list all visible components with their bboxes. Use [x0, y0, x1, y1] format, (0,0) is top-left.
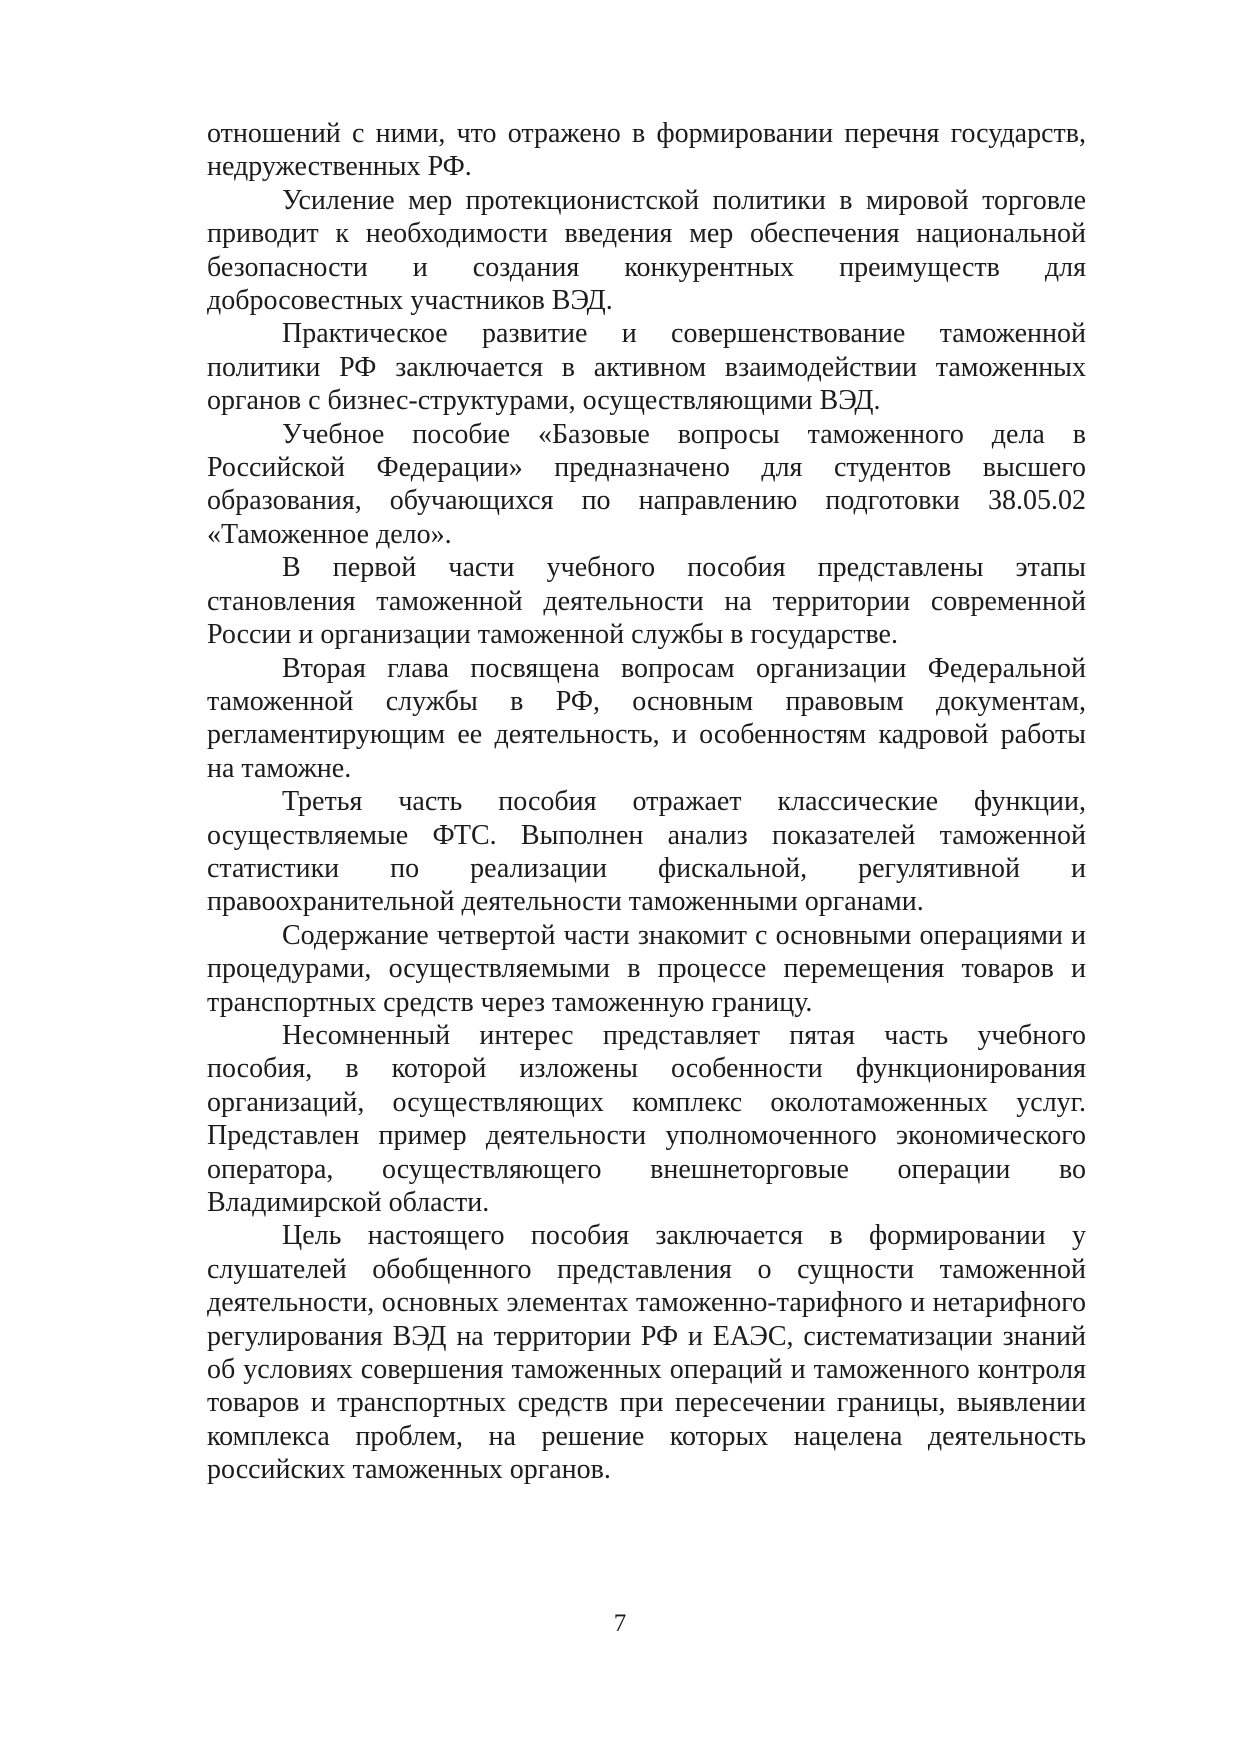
paragraph-continuation: отношений с ними, что отражено в формировании перечня государств, недружественных РФ. [207, 118, 1086, 183]
paragraph-customs-policy: Практическое развитие и совершенствование таможенной политики РФ заключается в активном взаимодействии таможенных органов с бизнес-структурами, осуществляющими ВЭД. [207, 318, 1086, 417]
paragraph-protectionism: Усиление мер протекционистской политики в мировой торговле приводит к необходимости введения мер обеспечения национальной безопасности и создания конкурентных преимуществ для добросовестных участников ВЭД. [207, 184, 1086, 317]
paragraph-chapter-two: Вторая глава посвящена вопросам организации Федеральной таможенной службы в РФ, основным правовым документам, регламентирующим ее деятельность, и особенностям кадровой работы на таможне. [207, 652, 1086, 784]
paragraph-goal: Цель настоящего пособия заключается в формировании у слушателей обобщенного представления о сущности таможенной деятельности, основных элементах таможенно-тарифного и нетарифного регулирования ВЭД на территории РФ и ЕАЭС, систематизации знаний об условиях совершения таможенных операций и таможенного контроля товаров и транспортных средств при пересечении границы, выявлении комплекса проблем, на решение которых нацелена деятельность российских таможенных органов. [207, 1220, 1086, 1486]
paragraph-part-one: В первой части учебного пособия представлены этапы становления таможенной деятельности на территории современной России и организации таможенной службы в государстве. [207, 552, 1086, 651]
text-body [207, 117, 1086, 1487]
paragraph-part-three: Третья часть пособия отражает классические функции, осуществляемые ФТС. Выполнен анализ показателей таможенной статистики по реализации фискальной, регулятивной и правоохранительной деятельности таможенными органами. [207, 786, 1086, 918]
paragraph-part-four: Содержание четвертой части знакомит с основными операциями и процедурами, осуществляемыми в процессе перемещения товаров и транспортных средств через таможенную границу. [207, 919, 1086, 1018]
page-number: 7 [613, 1610, 627, 1637]
paragraph-part-five: Несомненный интерес представляет пятая часть учебного пособия, в которой изложены особенности функционирования организаций, осуществляющих комплекс околотаможенных услуг. Представлен пример деятельности уполномоченного экономического оператора, осуществляющего внешнеторговые операции во Владимирской области. [207, 1019, 1086, 1218]
paragraph-textbook-intro: Учебное пособие «Базовые вопросы таможенного дела в Российской Федерации» предназначено для студентов высшего образования, обучающихся по направлению подготовки 38.05.02 «Таможенное дело». [207, 418, 1086, 550]
